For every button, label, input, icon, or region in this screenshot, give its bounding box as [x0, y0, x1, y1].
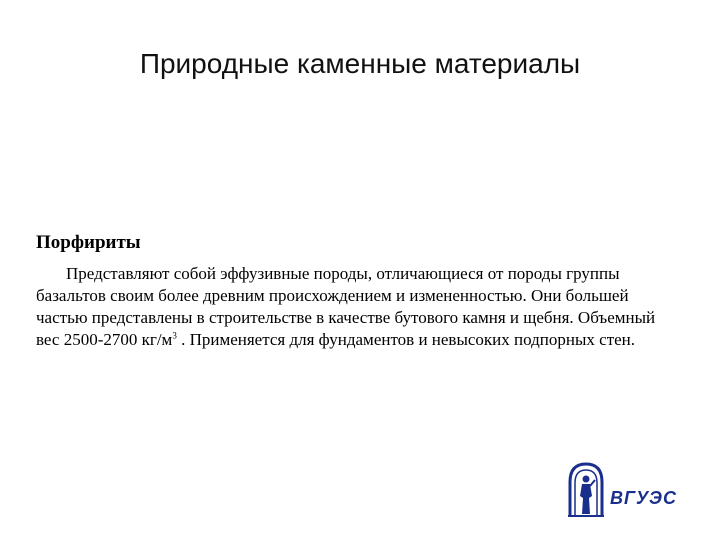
paragraph-main-text: Представляют собой эффузивные породы, отличающиеся от породы группы базальтов своим более древним происхождением и измененностью. Они большей частью представлены в строительстве в качестве бутового камня и щебня. Объемный вес 2500-2700 кг/м [36, 264, 656, 349]
description-paragraph [36, 263, 676, 351]
emblem-icon [566, 462, 606, 518]
cubic-superscript: 3 [172, 330, 177, 341]
slide-title: Природные каменные материалы [139, 48, 581, 79]
logo-text: ВГУЭС [610, 488, 677, 508]
slide-content [36, 232, 676, 351]
paragraph-tail-text: . Применяется для фундаментов и невысоких подпорных стен. [176, 330, 636, 349]
subheading: Порфириты [36, 232, 141, 253]
university-logo [566, 462, 677, 518]
